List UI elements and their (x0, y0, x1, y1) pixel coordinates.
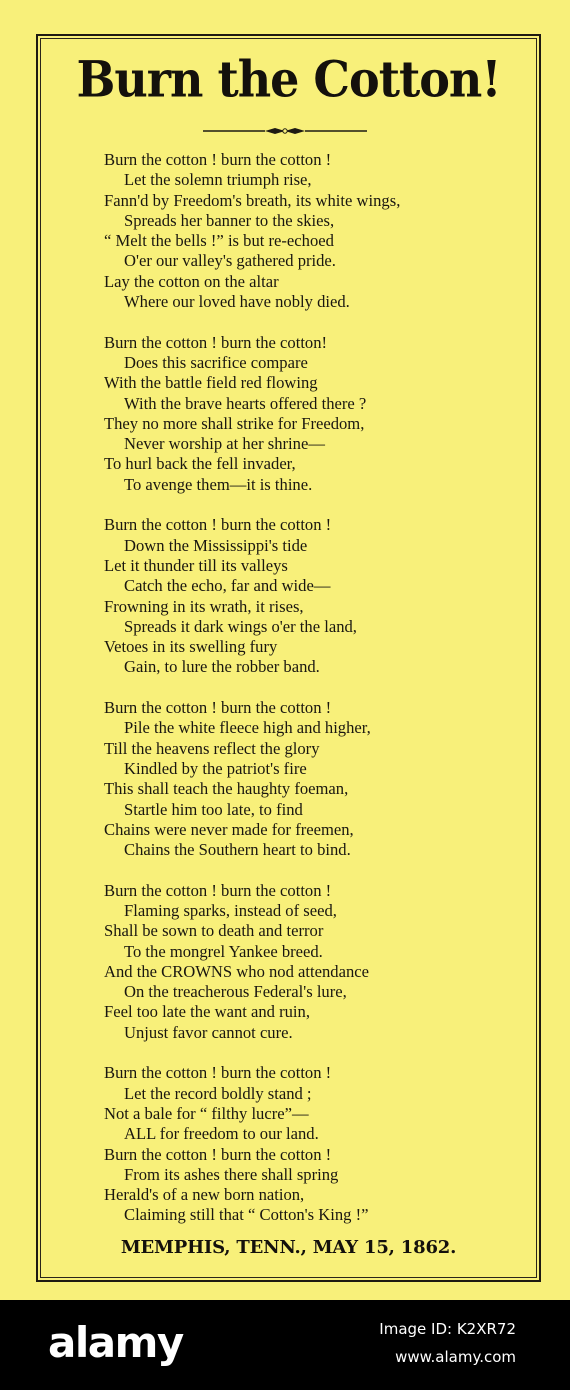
stanza (104, 698, 534, 860)
poem-line: Spreads it dark wings o'er the land, (124, 616, 357, 636)
image-id-label: Image ID: K2XR72 (379, 1320, 516, 1338)
poem-line: Down the Mississippi's tide (124, 535, 308, 555)
poem-line: “ Melt the bells !” is but re-echoed (104, 231, 334, 251)
stanza (104, 150, 534, 312)
poem-line: This shall teach the haughty foeman, (104, 779, 349, 799)
dateline: MEMPHIS, TENN., MAY 15, 1862. (120, 1237, 457, 1258)
poem-line: Where our loved have nobly died. (124, 292, 350, 312)
poem-line: Claiming still that “ Cotton's King !” (124, 1205, 369, 1225)
poem-line: Let the record boldly stand ; (124, 1083, 312, 1103)
poem-line: Not a bale for “ filthy lucre”— (104, 1103, 309, 1123)
poem-line: O'er our valley's gathered pride. (124, 251, 336, 271)
poem-line: Startle him too late, to find (124, 799, 303, 819)
poem-line: Burn the cotton ! burn the cotton! (104, 332, 328, 352)
poem-line: To avenge them—it is thine. (124, 474, 313, 494)
poem-line: Spreads her banner to the skies, (124, 210, 335, 230)
poem-line: Burn the cotton ! burn the cotton ! (104, 515, 332, 535)
poem-line: Burn the cotton ! burn the cotton ! (104, 880, 332, 900)
poem-line: On the treacherous Federal's lure, (124, 982, 347, 1002)
poem-line: Vetoes in its swelling fury (104, 637, 278, 657)
poem-line: To hurl back the fell invader, (104, 454, 296, 474)
poem-line: To the mongrel Yankee breed. (124, 941, 323, 961)
poem-body (104, 150, 534, 1246)
poem-line: Unjust favor cannot cure. (124, 1022, 293, 1042)
stanza (104, 881, 534, 1043)
stanza (104, 515, 534, 677)
stanza (104, 1063, 534, 1225)
poem-line: Feel too late the want and ruin, (104, 1002, 310, 1022)
poem-line: They no more shall strike for Freedom, (104, 413, 365, 433)
poem-line: Frowning in its wrath, it rises, (104, 596, 304, 616)
poem-line: And the CROWNS who nod attendance (104, 961, 369, 981)
poem-line: Let the solemn triumph rise, (124, 170, 312, 190)
poem-line: Burn the cotton ! burn the cotton ! (104, 150, 332, 169)
site-url: www.alamy.com (395, 1348, 516, 1366)
poem-line: Till the heavens reflect the glory (104, 738, 320, 758)
poem-line: Burn the cotton ! burn the cotton ! (104, 698, 332, 718)
poem-line: Burn the cotton ! burn the cotton ! (104, 1063, 332, 1083)
poem-line: Gain, to lure the robber band. (124, 657, 320, 677)
stanza (104, 333, 534, 495)
poem-line: With the battle field red flowing (104, 373, 318, 393)
poem-line: Shall be sown to death and terror (104, 921, 324, 941)
poem-line: Catch the echo, far and wide— (124, 576, 331, 596)
title-ornament (203, 126, 367, 136)
poem-line: Flaming sparks, instead of seed, (124, 900, 337, 920)
poem-line: With the brave hearts offered there ? (124, 393, 367, 413)
poem-line: Burn the cotton ! burn the cotton ! (104, 1144, 332, 1164)
poem-line: Let it thunder till its valleys (104, 555, 288, 575)
poem-line: Does this sacrifice compare (124, 352, 308, 372)
broadside-title: Burn the Cotton! (76, 49, 501, 109)
poem-line: Lay the cotton on the altar (104, 271, 279, 291)
poem-line: From its ashes there shall spring (124, 1164, 339, 1184)
poem-line: Fann'd by Freedom's breath, its white wings, (104, 190, 401, 210)
poem-line: Chains were never made for freemen, (104, 819, 354, 839)
poem-line: Kindled by the patriot's fire (124, 758, 307, 778)
alamy-logo: alamy (48, 1318, 183, 1367)
poem-line: Never worship at her shrine— (124, 434, 325, 454)
poem-line: ALL for freedom to our land. (124, 1124, 319, 1144)
poem-line: Chains the Southern heart to bind. (124, 840, 351, 860)
poem-line: Herald's of a new born nation, (104, 1185, 305, 1205)
poem-line: Pile the white fleece high and higher, (124, 718, 371, 738)
